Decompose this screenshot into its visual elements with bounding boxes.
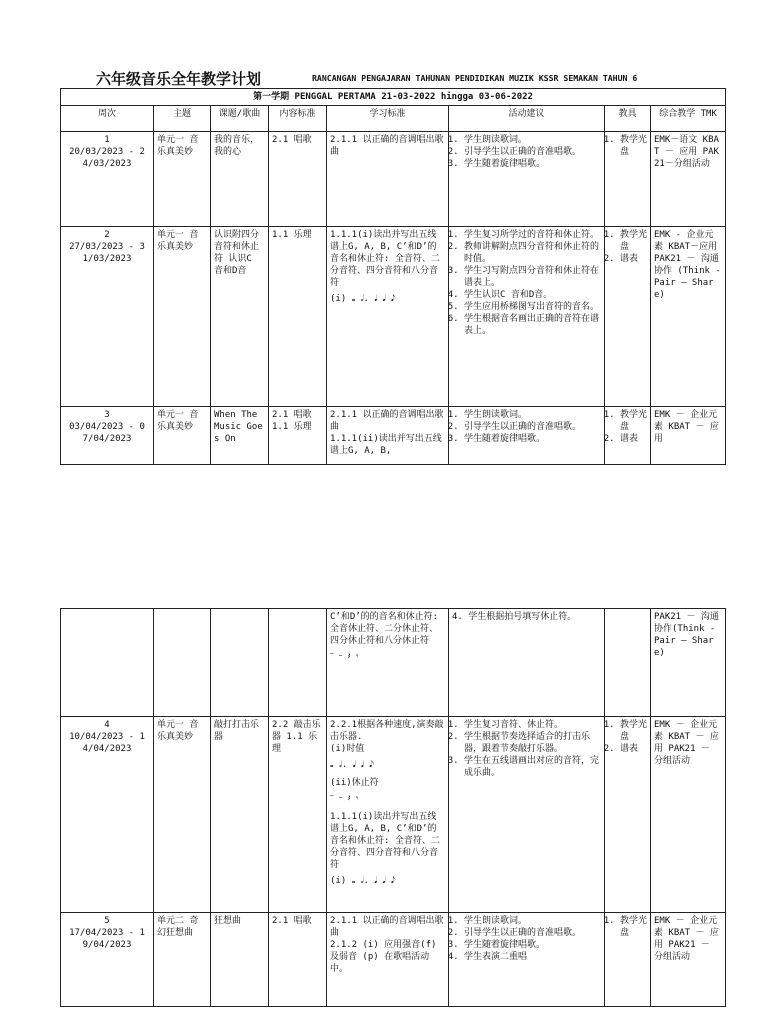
lesson-plan-table (60, 88, 726, 465)
week-number: 5 (104, 916, 110, 926)
column-header: 教具 (605, 106, 651, 132)
week-cell (61, 227, 154, 407)
rest-symbols-line (330, 793, 445, 809)
learning-standard-cell (327, 609, 449, 717)
week-dates: 10/04/2023 - 14/04/2023 (69, 732, 145, 754)
content-standard-cell: 2.1 唱歌 (269, 913, 327, 1007)
activity-item: 2. 引导学生以正确的音准唱歌。 (464, 927, 601, 939)
activity-cell (449, 407, 605, 465)
week-dates: 27/03/2023 - 31/03/2023 (69, 242, 145, 264)
week-dates: 17/04/2023 - 19/04/2023 (69, 928, 145, 950)
music-rests-icon: 𝄻 𝄼 𝄽 𝄾 (330, 652, 359, 662)
table-row (61, 227, 726, 407)
content-standard-cell (269, 609, 327, 717)
tmk-cell: EMK－语文 KBAT － 应用 PAK21－分组活动 (651, 132, 726, 227)
column-header: 课题/歌曲 (211, 106, 269, 132)
activity-item: 1. 学生复习音符、休止符。 (464, 719, 601, 731)
topic-cell: When The Music Goes On (211, 407, 269, 465)
activity-cell (449, 227, 605, 407)
tools-cell (605, 913, 651, 1007)
topic-cell: 我的音乐，我的心 (211, 132, 269, 227)
topic-cell (211, 609, 269, 717)
tmk-cell: EMK － 企业元素 KBAT － 应用 PAK21 － 分组活动 (651, 913, 726, 1007)
week-cell (61, 609, 154, 717)
tool-item: 1. 教学光盘 (620, 719, 647, 743)
content-standard-cell: 2.1 唱歌 (269, 132, 327, 227)
learning-standard-text: 2.1.1 以正确的音调唱出歌曲 (330, 916, 444, 938)
tool-item: 2. 谱表 (620, 253, 647, 265)
column-header: 主题 (154, 106, 211, 132)
term-heading: 第一学期 PENGGAL PERTAMA 21-03-2022 hingga 03-06-2022 (61, 89, 726, 106)
theme-cell: 单元一 音乐真美妙 (154, 407, 211, 465)
theme-cell: 单元一 音乐真美妙 (154, 717, 211, 913)
column-header: 学习标准 (327, 106, 449, 132)
learning-standard-cell (327, 227, 449, 407)
column-header: 活动建议 (449, 106, 605, 132)
learning-standard-text: C’和D’的的音名和休止符: 全音休止符、二分休止符、四分休止符和八分休止符 (330, 612, 439, 646)
learning-standard-text: 2.1.1 以正确的音调唱出歌曲 (330, 410, 444, 432)
tools-cell (605, 132, 651, 227)
table-header-row (61, 106, 726, 132)
activity-item: 2. 引导学生以正确的音准唱歌。 (464, 146, 601, 158)
activity-cell (449, 913, 605, 1007)
tmk-cell: EMK - 企业元素 KBAT－应用 PAK21 － 沟通协作 (Think - Pair – Share) (651, 227, 726, 407)
table-row (61, 717, 726, 913)
activity-cell (449, 717, 605, 913)
theme-cell: 单元一 音乐真美妙 (154, 132, 211, 227)
tmk-cell: EMK － 企业元素 KBAT － 应用 (651, 407, 726, 465)
activity-item: 1. 学生朗读歌词。 (464, 915, 601, 927)
page-subtitle: RANCANGAN PENGAJARAN TAHUNAN PENDIDIKAN MUZIK KSSR SEMAKAN TAHUN 6 (312, 73, 638, 83)
theme-cell (154, 609, 211, 717)
tool-item: 2. 谱表 (620, 743, 647, 755)
tool-item: 2. 谱表 (620, 433, 647, 445)
note-values-line (330, 293, 445, 309)
topic-cell: 认识附四分音符和休止符 认识C 音和D音 (211, 227, 269, 407)
week-dates: 20/03/2023 - 24/03/2023 (69, 147, 145, 169)
activity-item: 2. 学生根据节奏选择适合的打击乐器，跟着节奏敲打乐器。 (464, 731, 601, 755)
theme-cell: 单元二 奇幻狂想曲 (154, 913, 211, 1007)
content-standard-cell: 1.1 乐理 (269, 227, 327, 407)
page-title: 六年级音乐全年教学计划 (96, 70, 262, 88)
column-header: 综合教学 TMK (651, 106, 726, 132)
activity-item: 3. 学生在五线谱画出对应的音符，完成乐曲。 (464, 755, 601, 779)
activity-item: 1. 学生复习所学过的音符和休止符。 (464, 229, 601, 241)
topic-cell: 敲打打击乐器 (211, 717, 269, 913)
learning-standard-cell (327, 717, 449, 913)
tools-cell (605, 407, 651, 465)
week-number: 4 (104, 720, 110, 730)
table-row (61, 609, 726, 717)
tool-item: 1. 教学光盘 (620, 915, 647, 939)
activity-item: 4. 学生认识C 音和D音。 (464, 289, 601, 301)
activity-item: 2. 教师讲解附点四分音符和休止符的时值。 (464, 241, 601, 265)
week-number: 2 (104, 230, 110, 240)
theme-cell: 单元一 音乐真美妙 (154, 227, 211, 407)
tmk-cell: PAK21 － 沟通协作(Think - Pair – Share) (651, 609, 726, 717)
topic-cell: 狂想曲 (211, 913, 269, 1007)
learning-standard-text: 1.1.1(ii)读出并写出五线谱上G, A, B, (330, 434, 442, 456)
tool-item: 1. 教学光盘 (620, 409, 647, 433)
learning-standard-text: (i)时值 (330, 744, 365, 754)
activity-item: 3. 学生随着旋律唱歌。 (464, 433, 601, 445)
tmk-cell: EMK － 企业元素 KBAT － 应用 PAK21 － 分组活动 (651, 717, 726, 913)
tools-cell (605, 227, 651, 407)
table-row (61, 132, 726, 227)
week-cell (61, 132, 154, 227)
music-notes-icon: 𝅝 𝅗𝅥. 𝅘𝅥 𝅘𝅥 𝅘𝅥𝅮 (351, 294, 396, 304)
music-notes-icon: 𝅝 𝅗𝅥. 𝅘𝅥 𝅘𝅥 𝅘𝅥𝅮 (351, 876, 396, 886)
learning-standard-cell (327, 132, 449, 227)
learning-standard-cell (327, 407, 449, 465)
lesson-plan-table-continued (60, 608, 726, 1007)
note-values-line (330, 759, 445, 775)
activity-item: 1. 学生朗读歌词。 (464, 409, 601, 421)
tool-item: 1. 教学光盘 (620, 134, 647, 158)
activity-item: 3. 学生习写附点四分音符和休止符在谱表上。 (464, 265, 601, 289)
learning-standard-text: 1.1.1(i)读出并写出五线谱上G, A, B, C’和D’的音名和休止符: 全音符、二分音符、四分音符和八分音符 (330, 230, 440, 288)
activity-item: 3. 学生随着旋律唱歌。 (464, 158, 601, 170)
rest-symbols-line (330, 651, 445, 667)
page-header (96, 68, 736, 88)
week-cell (61, 913, 154, 1007)
learning-standard-cell (327, 913, 449, 1007)
music-notes-icon: 𝅝 𝅗𝅥. 𝅘𝅥 𝅘𝅥 𝅘𝅥𝅮 (330, 760, 374, 770)
item-label: (i) (330, 294, 347, 304)
column-header: 内容标准 (269, 106, 327, 132)
content-standard-cell: 2.1 唱歌 1.1 乐理 (269, 407, 327, 465)
item-label: (i) (330, 876, 347, 886)
tools-cell (605, 717, 651, 913)
week-number: 1 (104, 135, 110, 145)
column-header: 周次 (61, 106, 154, 132)
activity-cell (449, 132, 605, 227)
table-row (61, 407, 726, 465)
music-rests-icon: 𝄻 𝄼 𝄽 𝄾 (330, 794, 359, 804)
learning-standard-text: (ii)休止符 (330, 778, 379, 788)
learning-standard-text: 2.1.1 以正确的音调唱出歌曲 (330, 135, 444, 157)
week-dates: 03/04/2023 - 07/04/2023 (69, 422, 145, 444)
note-values-line (330, 875, 445, 891)
tools-cell (605, 609, 651, 717)
tool-item: 1. 教学光盘 (620, 229, 647, 253)
week-cell (61, 407, 154, 465)
activity-item: 5. 学生应用桥梯图写出音符的音名。 (464, 301, 601, 313)
activity-item: 3. 学生随着旋律唱歌。 (464, 939, 601, 951)
learning-standard-text: 1.1.1(i)读出并写出五线谱上G, A, B, C’和D’的音名和休止符: 全音符、二分音符、四分音符和八分音符 (330, 812, 440, 870)
activity-item: 1. 学生朗读歌词。 (464, 134, 601, 146)
week-cell (61, 717, 154, 913)
activity-item: 2. 引导学生以正确的音准唱歌。 (464, 421, 601, 433)
learning-standard-text: 2.1.2 (i) 应用强音(f) 及弱音 (p) 在歌唱活动中。 (330, 940, 437, 974)
content-standard-cell: 2.2 敲击乐器 1.1 乐理 (269, 717, 327, 913)
activity-item: 6. 学生根据音名画出正确的音符在谱表上。 (464, 313, 601, 337)
learning-standard-text: 2.2.1根据各种速度,演奏敲击乐器. (330, 720, 444, 742)
week-number: 3 (104, 410, 110, 420)
table-row (61, 913, 726, 1007)
activity-cell: 4. 学生根据拍号填写休止符。 (449, 609, 605, 717)
activity-item: 4. 学生表演二重唱 (464, 951, 601, 963)
